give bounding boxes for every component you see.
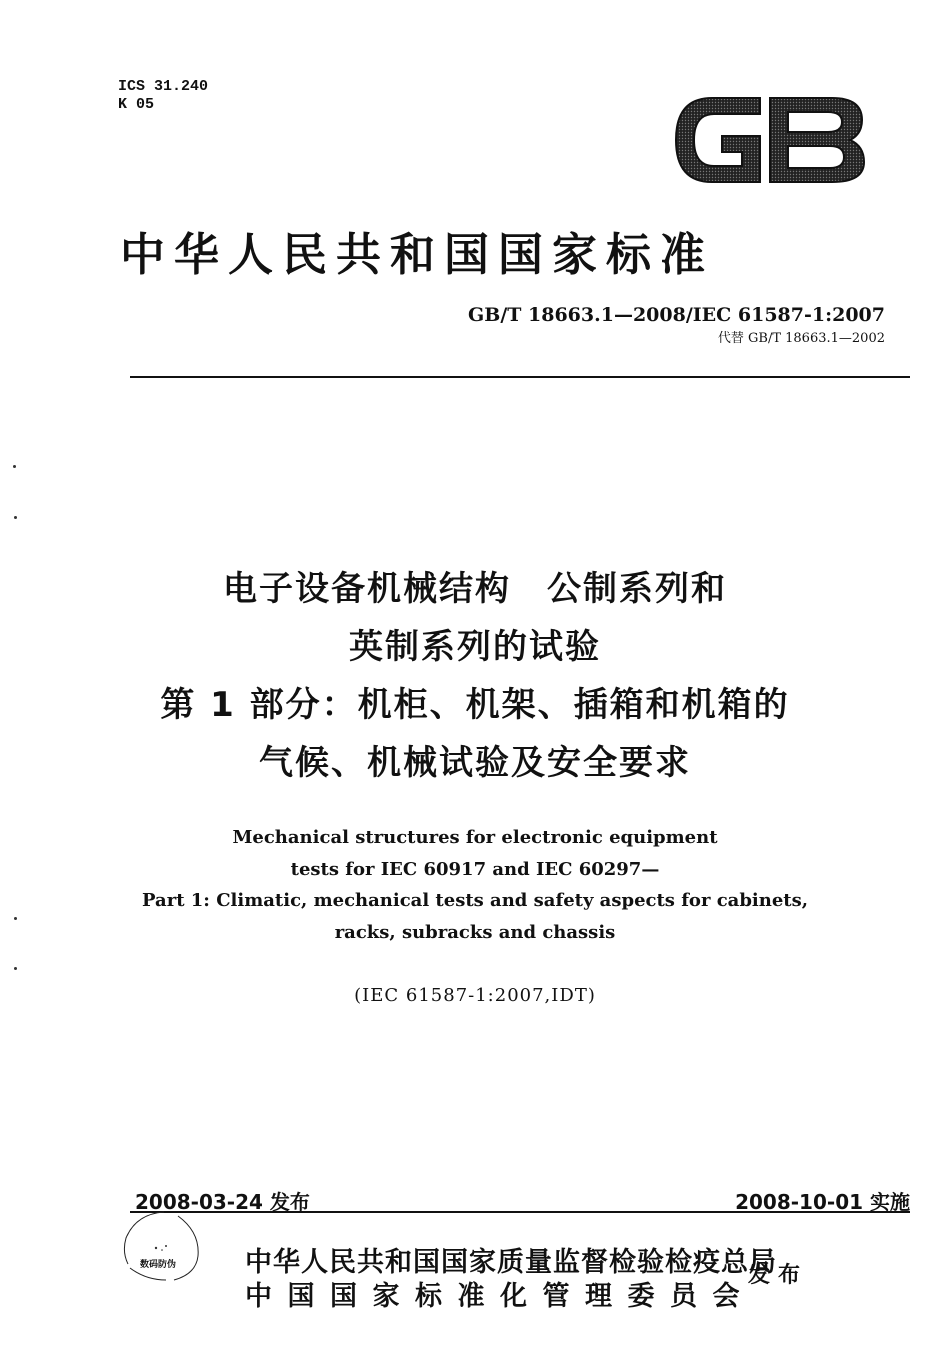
scan-speck — [13, 465, 16, 468]
anti-counterfeit-stamp-icon — [116, 1208, 210, 1282]
standard-number: GB/T 18663.1—2008/IEC 61587-1:2007 — [468, 304, 885, 326]
national-standard-title: 中华人民共和国国家标准 — [120, 228, 715, 281]
publish-label: 发布 — [748, 1262, 809, 1288]
scan-speck — [14, 516, 17, 519]
english-title — [75, 822, 875, 948]
issuer-line: 中国国家标准化管理委员会 — [245, 1281, 755, 1312]
issue-date: 2008-03-24 发布 — [135, 1190, 310, 1214]
implementation-date: 2008-10-01 实施 — [735, 1190, 910, 1214]
english-title-line: Part 1: Climatic, mechanical tests and safety aspects for cabinets, — [142, 890, 808, 911]
footer-divider — [130, 1211, 910, 1213]
ccs-code: K 05 — [118, 96, 155, 113]
replaces-note: 代替 GB/T 18663.1—2002 — [717, 331, 885, 346]
stamp-label: 数码防伪 — [140, 1260, 177, 1270]
scan-speck — [14, 917, 17, 920]
chinese-title-line: 英制系列的试验 — [349, 627, 601, 667]
english-title-line: racks, subracks and chassis — [334, 921, 616, 943]
equivalence-note: (IEC 61587-1:2007,IDT) — [354, 985, 596, 1006]
english-title-line: tests for IEC 60917 and IEC 60297— — [290, 858, 660, 880]
gb-logo-icon — [672, 92, 868, 188]
issuer-line: 中华人民共和国国家质量监督检验检疫总局 — [245, 1247, 777, 1278]
header-divider — [130, 376, 910, 378]
classification-codes — [118, 78, 208, 114]
scan-speck — [14, 967, 17, 970]
english-title-line: Mechanical structures for electronic equipment — [232, 827, 718, 848]
chinese-title-line: 气候、机械试验及安全要求 — [259, 743, 691, 783]
chinese-title — [75, 560, 875, 792]
chinese-title-line: 第 1 部分：机柜、机架、插箱和机箱的 — [160, 685, 790, 725]
ics-code: ICS 31.240 — [118, 78, 209, 95]
chinese-title-line: 电子设备机械结构 公制系列和 — [223, 569, 727, 609]
